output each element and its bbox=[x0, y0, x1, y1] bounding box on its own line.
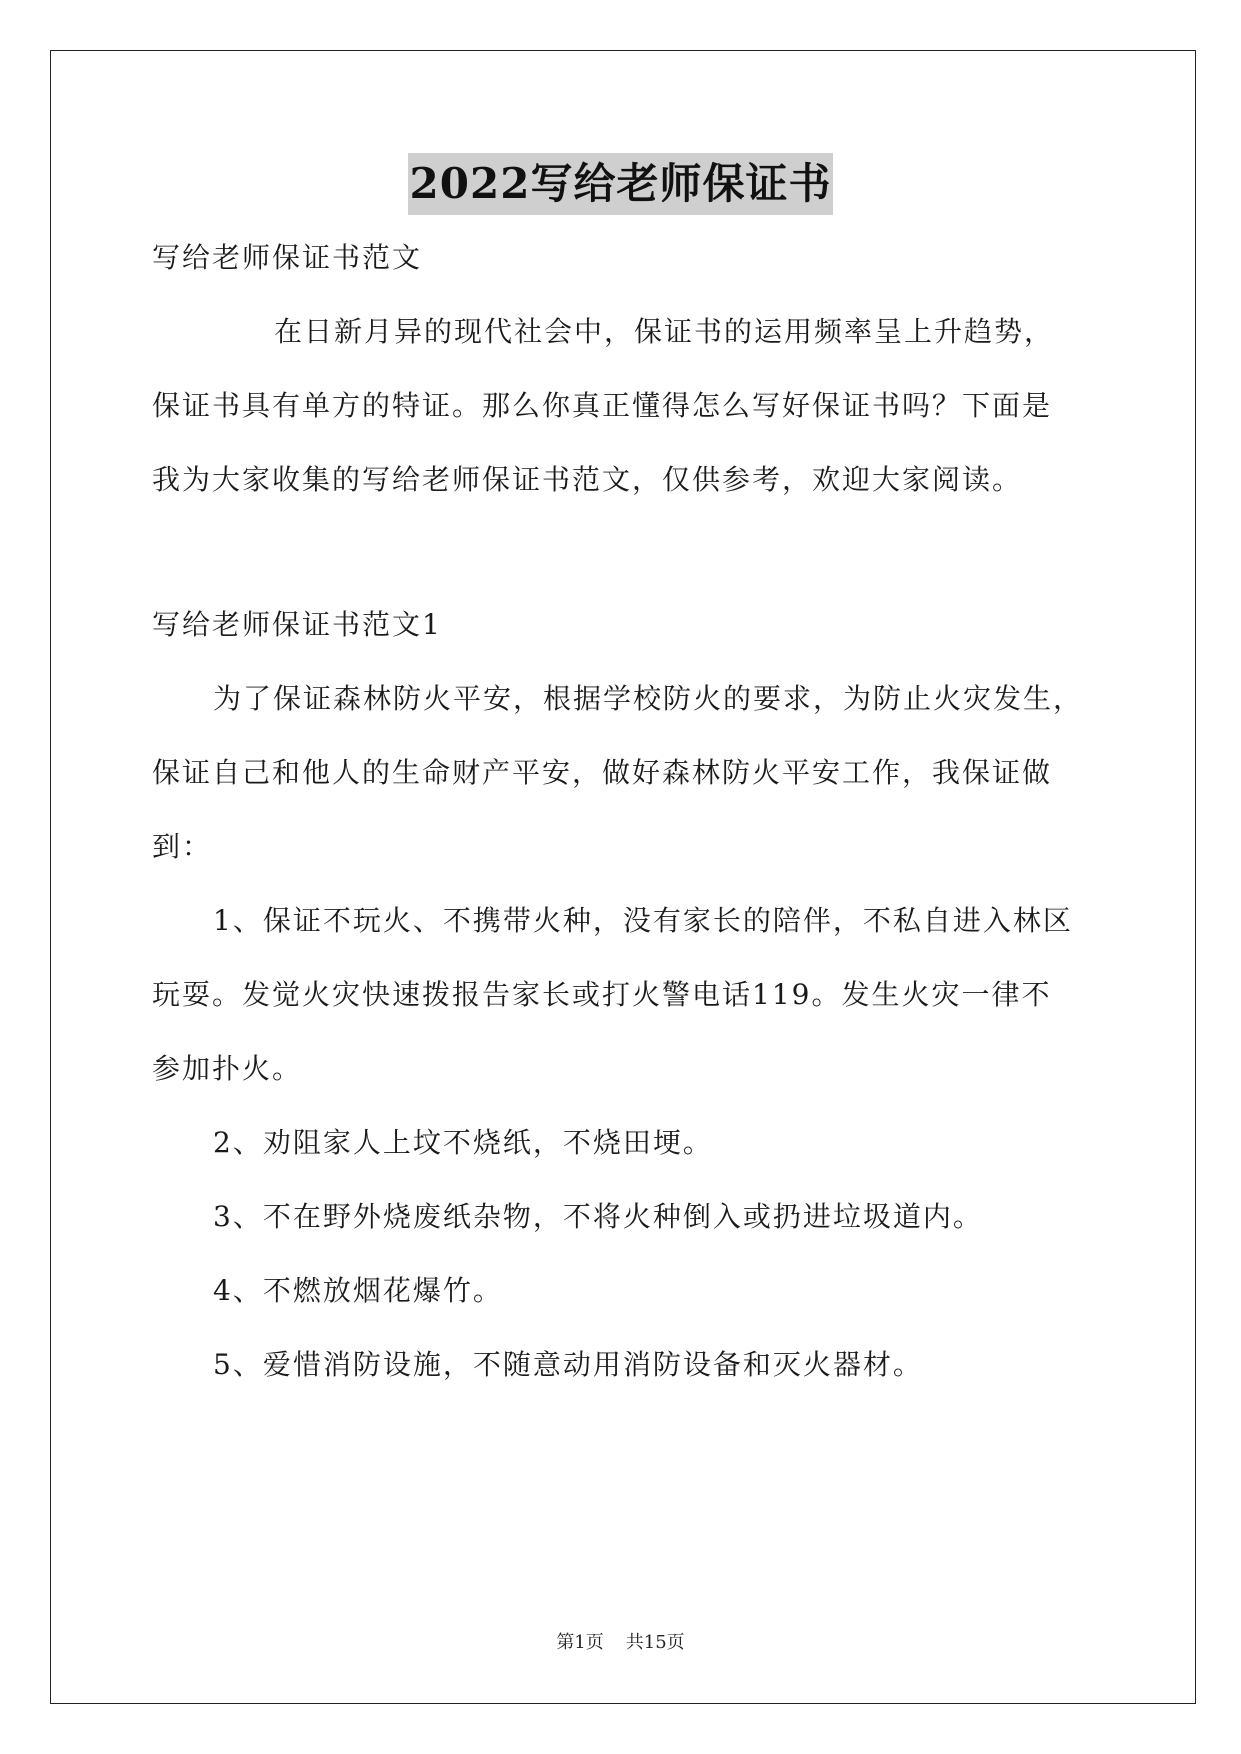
list-item-line: 玩耍。发觉火灾快速拨报告家长或打火警电话119。发生火灾一律不 bbox=[152, 978, 1052, 1011]
paragraph-line: 为了保证森林防火平安，根据学校防火的要求，为防止火灾发生， bbox=[213, 682, 1084, 715]
list-item: 5、爱惜消防设施，不随意动用消防设备和灭火器材。 bbox=[213, 1348, 923, 1381]
section-heading: 写给老师保证书范文1 bbox=[152, 608, 442, 641]
title-container bbox=[0, 153, 1241, 215]
page-number: 第1页 bbox=[556, 1632, 604, 1653]
paragraph-line: 在日新月异的现代社会中，保证书的运用频率呈上升趋势， bbox=[274, 315, 1055, 348]
page-footer bbox=[0, 1628, 1241, 1654]
paragraph-line: 我为大家收集的写给老师保证书范文，仅供参考，欢迎大家阅读。 bbox=[152, 463, 1023, 496]
paragraph-line: 保证自己和他人的生命财产平安，做好森林防火平安工作，我保证做 bbox=[152, 756, 1053, 789]
document-title: 2022写给老师保证书 bbox=[408, 153, 834, 215]
paragraph-line: 到： bbox=[152, 830, 213, 863]
list-item-line: 参加扑火。 bbox=[152, 1052, 303, 1085]
list-item-line: 1、保证不玩火、不携带火种，没有家长的陪伴，不私自进入林区 bbox=[213, 904, 1073, 937]
page-total: 共15页 bbox=[625, 1632, 685, 1653]
list-item: 4、不燃放烟花爆竹。 bbox=[213, 1274, 503, 1307]
list-item: 2、劝阻家人上坟不烧纸，不烧田埂。 bbox=[213, 1126, 713, 1159]
page-border bbox=[50, 50, 1196, 1704]
section-heading: 写给老师保证书范文 bbox=[152, 241, 423, 274]
paragraph-line: 保证书具有单方的特证。那么你真正懂得怎么写好保证书吗？下面是 bbox=[152, 389, 1053, 422]
list-item: 3、不在野外烧废纸杂物，不将火种倒入或扔进垃圾道内。 bbox=[213, 1200, 983, 1233]
